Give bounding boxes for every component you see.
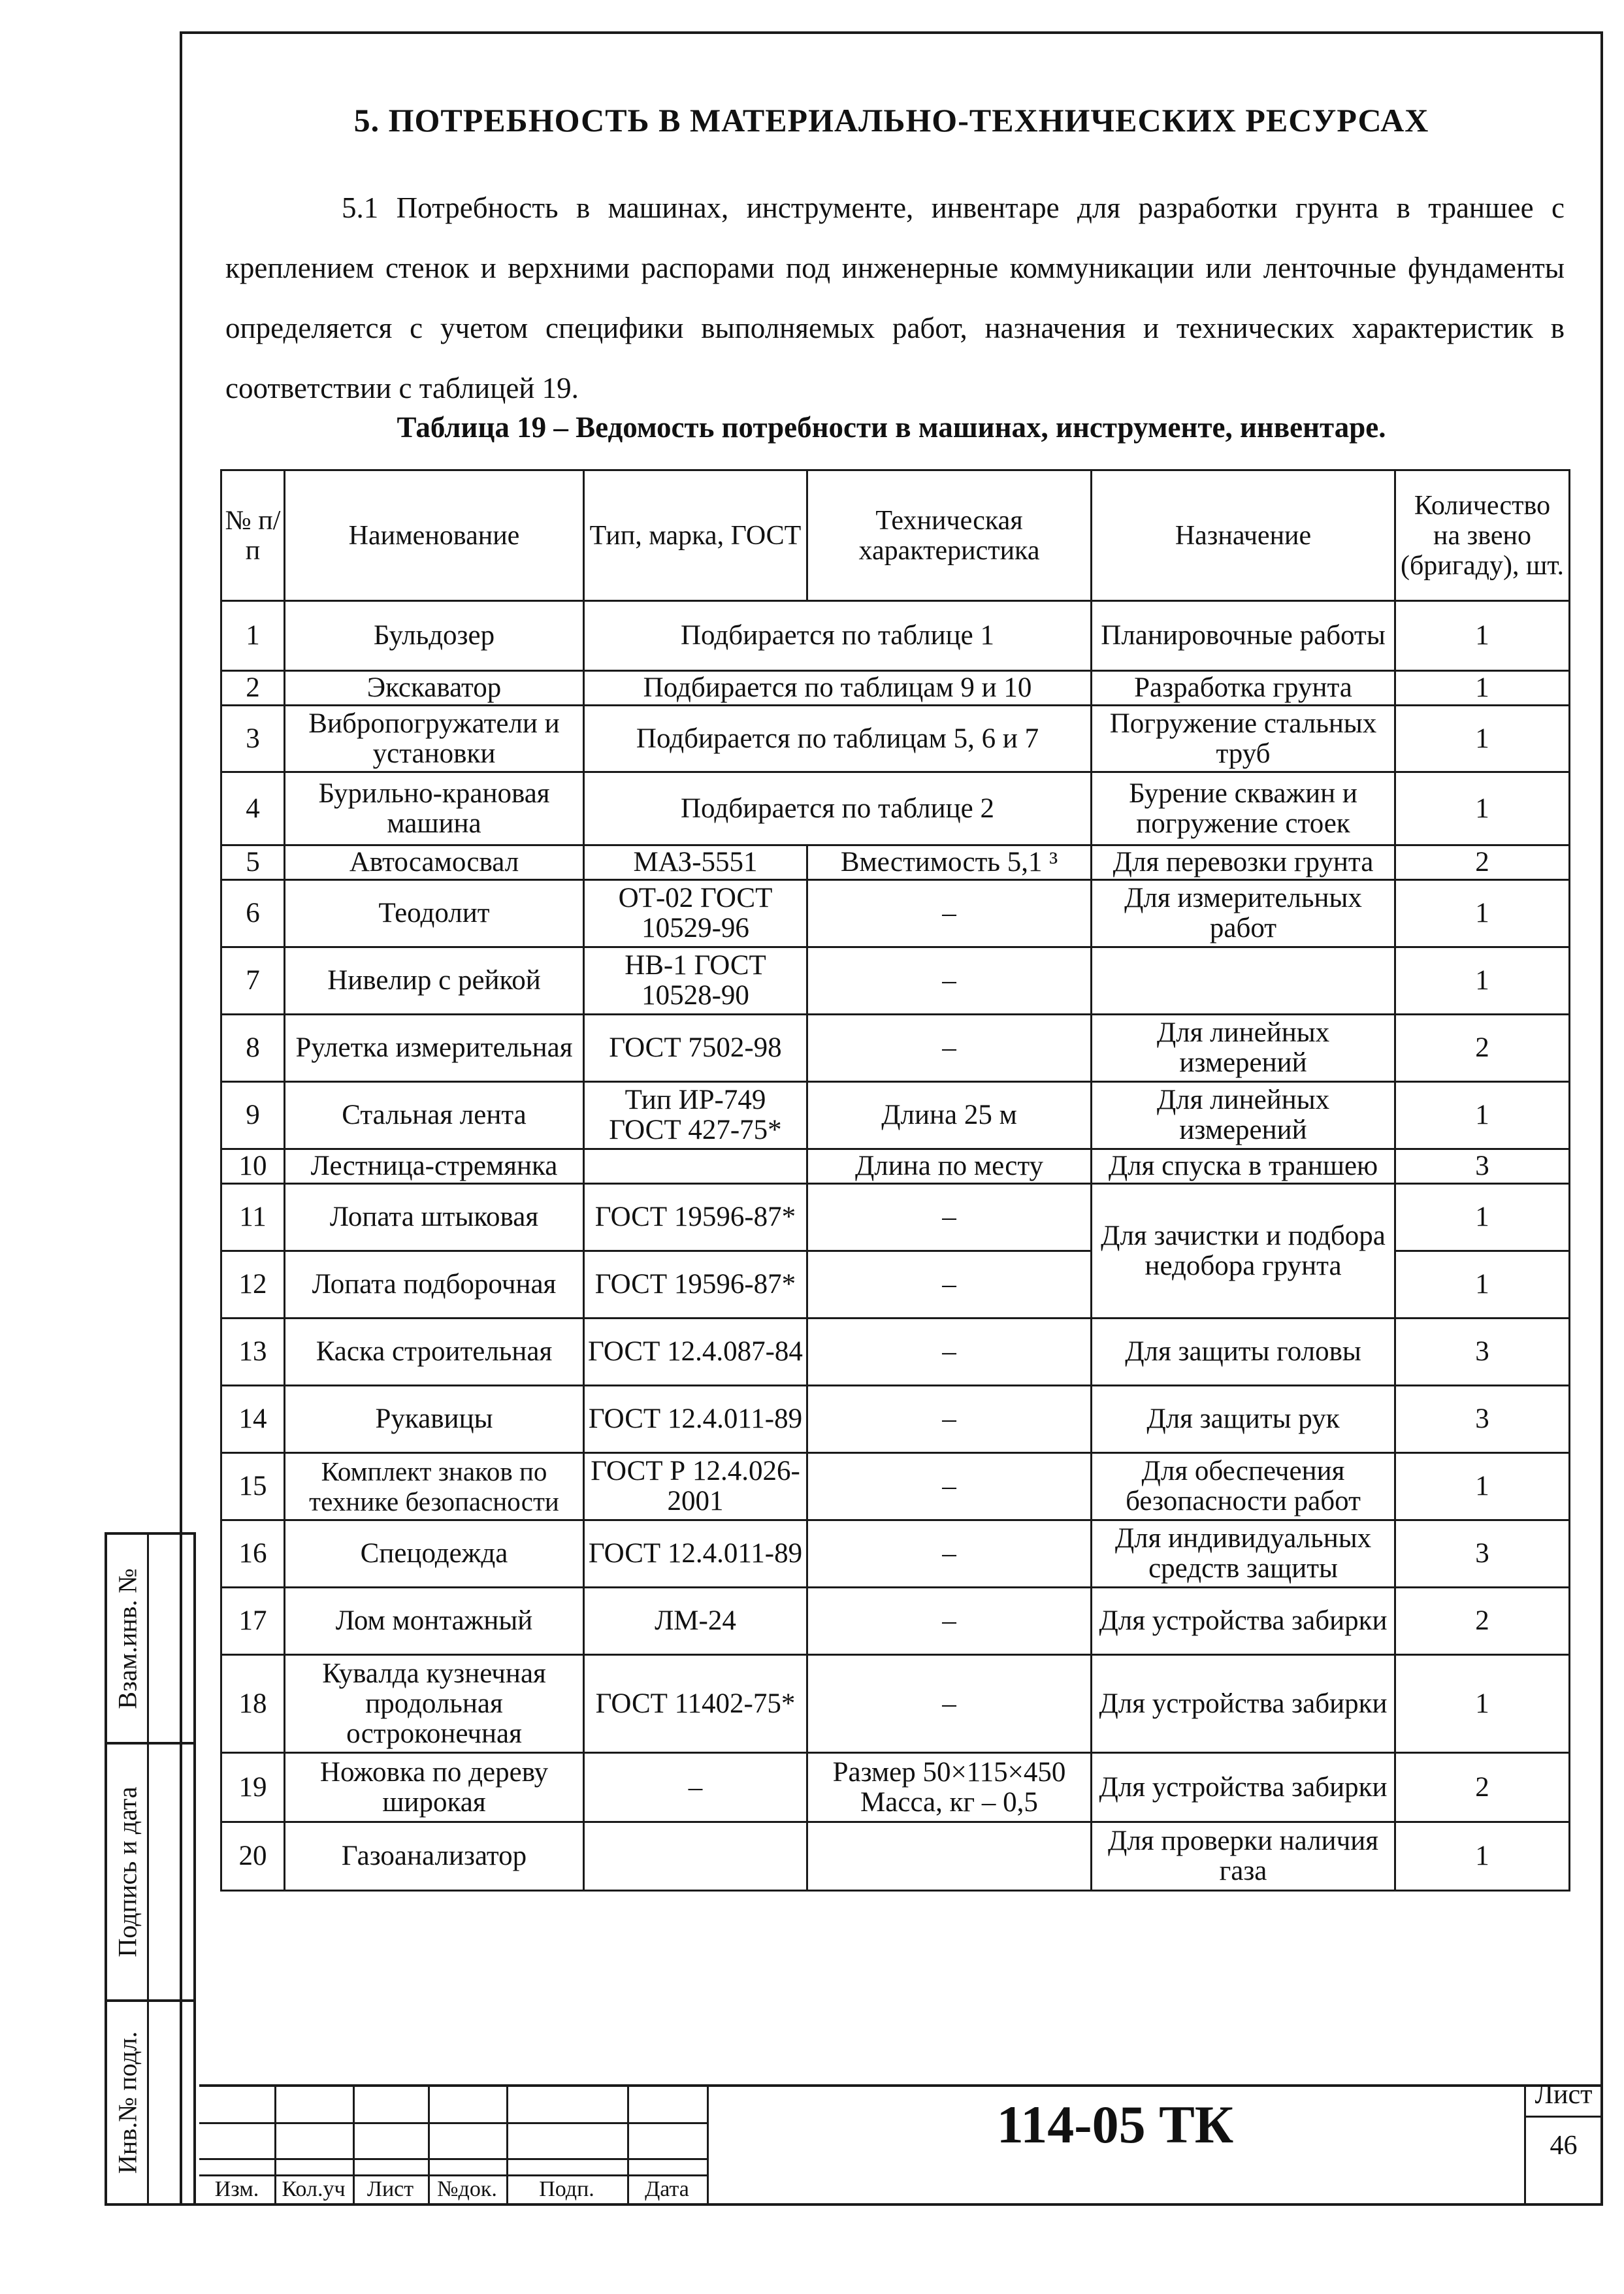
header-purpose: Назначение [1092,470,1395,601]
table-cell-merged: Подбирается по таблице 2 [584,772,1092,845]
table-cell-qty: 3 [1395,1386,1570,1453]
table-cell-name: Лопата подборочная [285,1251,584,1319]
table-cell-tech: Длина 25 м [807,1082,1092,1149]
table-cell-name: Лопата штыковая [285,1184,584,1251]
table-cell-type: ОТ-02 ГОСТ 10529-96 [584,880,807,947]
table-cell-name: Автосамосвал [285,845,584,880]
table-cell-name: Стальная лента [285,1082,584,1149]
table-cell-num: 4 [221,772,285,845]
table-cell-num: 7 [221,947,285,1015]
table-cell-purpose: Для защиты головы [1092,1319,1395,1386]
table-cell-type: ГОСТ 12.4.011-89 [584,1520,807,1588]
table-cell-purpose: Для индивидуальных средств защиты [1092,1520,1395,1588]
table-cell-name: Лестница-стремянка [285,1149,584,1184]
side-stamp-podpis [105,1742,196,2002]
table-cell-tech: – [807,1015,1092,1082]
table-cell-num: 20 [221,1822,285,1891]
table-cell-name: Вибропогружатели и установки [285,706,584,772]
table-cell-tech: – [807,1453,1092,1520]
table-row [221,1082,1570,1149]
table-cell-name: Бульдозер [285,601,584,671]
table-cell-name: Нивелир с рейкой [285,947,584,1015]
table-cell-num: 5 [221,845,285,880]
side-label-inv: Инв.№ подл. [112,2031,142,2174]
table-cell-purpose: Бурение скважин и погружение стоек [1092,772,1395,845]
table-row [221,772,1570,845]
table-row [221,1184,1570,1251]
table-cell-purpose: Разработка грунта [1092,671,1395,706]
table-cell-merged: Подбирается по таблицам 5, 6 и 7 [584,706,1092,772]
stamp-col-kol: Кол.уч [282,2177,346,2201]
table-cell-tech: – [807,1319,1092,1386]
table-cell-name: Ножовка по дереву широкая [285,1753,584,1822]
table-cell-type: ГОСТ 7502-98 [584,1015,807,1082]
table-cell-qty: 1 [1395,772,1570,845]
table-cell-num: 2 [221,671,285,706]
table-cell-num: 17 [221,1588,285,1655]
table-cell-tech: – [807,1184,1092,1251]
table-cell-num: 9 [221,1082,285,1149]
table-cell-name: Каска строительная [285,1319,584,1386]
table-cell-purpose: Для проверки наличия газа [1092,1822,1395,1891]
table-cell-num: 6 [221,880,285,947]
table-cell-num: 8 [221,1015,285,1082]
table-row [221,671,1570,706]
table-cell-purpose: Для спуска в траншею [1092,1149,1395,1184]
table-cell-purpose: Для линейных измерений [1092,1082,1395,1149]
side-label-podpis: Подпись и дата [112,1786,142,1958]
table-cell-num: 3 [221,706,285,772]
table-cell-purpose: Для обеспечения безопасности работ [1092,1453,1395,1520]
table-cell-purpose: Погружение стальных труб [1092,706,1395,772]
table-cell-qty: 3 [1395,1520,1570,1588]
table-cell-qty: 3 [1395,1319,1570,1386]
table-row [221,1149,1570,1184]
table-cell-qty: 2 [1395,1015,1570,1082]
header-tech: Техническая характеристика [807,470,1092,601]
table-cell-tech: – [807,1588,1092,1655]
sheet-label: Лист [1535,2080,1593,2110]
table-cell-name: Кувалда кузнечная продольная остроконечная [285,1655,584,1753]
table-cell-tech: – [807,1655,1092,1753]
table-cell-num: 1 [221,601,285,671]
table-cell-tech: Длина по месту [807,1149,1092,1184]
table-cell-merged: Подбирается по таблице 1 [584,601,1092,671]
table-cell-purpose: Для измерительных работ [1092,880,1395,947]
stamp-col-data: Дата [645,2177,689,2201]
stamp-rule [1524,2116,1603,2118]
table-cell-num: 12 [221,1251,285,1319]
table-cell-tech: – [807,1251,1092,1319]
table-cell-name: Рулетка измерительная [285,1015,584,1082]
table-cell-qty: 1 [1395,706,1570,772]
table-cell-name: Газоанализатор [285,1822,584,1891]
table-cell-purpose [1092,947,1395,1015]
table-cell-type [584,1822,807,1891]
table-cell-name: Спецодежда [285,1520,584,1588]
table-cell-num: 13 [221,1319,285,1386]
table-cell-qty: 2 [1395,1753,1570,1822]
side-stamp-vzam [105,1532,196,1745]
table-cell-qty: 1 [1395,1655,1570,1753]
table-row [221,1822,1570,1891]
table-caption: Таблица 19 – Ведомость потребности в машинах, инструменте, инвентаре. [397,411,1386,444]
table-cell-purpose: Для защиты рук [1092,1386,1395,1453]
table-cell-num: 14 [221,1386,285,1453]
table-row [221,706,1570,772]
table-cell-tech: Размер 50×115×450 Масса, кг – 0,5 [807,1753,1092,1822]
table-cell-type: ЛМ-24 [584,1588,807,1655]
document-code: 114-05 ТК [996,2095,1234,2154]
table-cell-num: 15 [221,1453,285,1520]
table-cell-qty: 1 [1395,947,1570,1015]
table-cell-tech: Вместимость 5,1 ³ [807,845,1092,880]
table-cell-type: ГОСТ 11402-75* [584,1655,807,1753]
table-cell-tech: – [807,1520,1092,1588]
table-row [221,1520,1570,1588]
table-cell-num: 10 [221,1149,285,1184]
table-cell-tech: – [807,947,1092,1015]
header-qty: Количество на звено (бригаду), шт. [1395,470,1570,601]
table-row [221,1453,1570,1520]
stamp-col-list: Лист [366,2177,414,2201]
table-cell-qty: 1 [1395,1184,1570,1251]
table-cell-num: 11 [221,1184,285,1251]
table-row [221,601,1570,671]
stamp-col-podp: Подп. [539,2177,594,2201]
table-cell-type: ГОСТ 12.4.087-84 [584,1319,807,1386]
table-row [221,1588,1570,1655]
table-cell-qty: 3 [1395,1149,1570,1184]
table-cell-purpose: Для устройства забирки [1092,1588,1395,1655]
table-row [221,880,1570,947]
table-cell-name: Комплект знаков по технике безопасности [285,1453,584,1520]
table-cell-qty: 2 [1395,845,1570,880]
stamp-col-ndok: №док. [437,2177,497,2201]
table-cell-purpose: Планировочные работы [1092,601,1395,671]
table-row [221,845,1570,880]
table-cell-type: ГОСТ 19596-87* [584,1184,807,1251]
side-label-vzam: Взам.инв. № [112,1567,142,1709]
header-type: Тип, марка, ГОСТ [584,470,807,601]
table-cell-qty: 1 [1395,1082,1570,1149]
table-cell-name: Бурильно-крановая машина [285,772,584,845]
table-cell-purpose: Для линейных измерений [1092,1015,1395,1082]
table-cell-purpose: Для устройства забирки [1092,1655,1395,1753]
table-cell-type: МАЗ-5551 [584,845,807,880]
table-cell-type: НВ-1 ГОСТ 10528-90 [584,947,807,1015]
table-cell-qty: 1 [1395,880,1570,947]
table-row [221,947,1570,1015]
table-cell-type: Тип ИР-749 ГОСТ 427-75* [584,1082,807,1149]
table-row [221,1655,1570,1753]
table-cell-tech: – [807,1386,1092,1453]
table-cell-qty: 1 [1395,1251,1570,1319]
header-num: № п/п [221,470,285,601]
table-cell-qty: 1 [1395,671,1570,706]
table-cell-purpose: Для устройства забирки [1092,1753,1395,1822]
table-cell-type: – [584,1753,807,1822]
table-cell-qty: 1 [1395,1453,1570,1520]
intro-paragraph: 5.1 Потребность в машинах, инструменте, инвентаре для разработки грунта в траншее с креплением стенок и верхними распорами под инженерные коммуникации или ленточные фундаменты определяется с учетом специфики выполняемых работ, назначения и технических характеристик в соответствии с таблицей 19. [225,191,1565,404]
table-cell-name: Экскаватор [285,671,584,706]
table-cell-purpose: Для зачистки и подбора недобора грунта [1092,1184,1395,1319]
table-cell-num: 19 [221,1753,285,1822]
table-cell-type: ГОСТ 19596-87* [584,1251,807,1319]
table-row [221,1015,1570,1082]
table-cell-merged: Подбирается по таблицам 9 и 10 [584,671,1092,706]
table-cell-tech [807,1822,1092,1891]
table-cell-qty: 2 [1395,1588,1570,1655]
sheet-number: 46 [1550,2131,1578,2161]
table-cell-qty: 1 [1395,601,1570,671]
table-cell-num: 18 [221,1655,285,1753]
table-row [221,1319,1570,1386]
table-header-row [221,470,1570,601]
header-name: Наименование [285,470,584,601]
table-cell-name: Рукавицы [285,1386,584,1453]
resource-table [220,469,1570,1892]
table-cell-qty: 1 [1395,1822,1570,1891]
table-cell-name: Лом монтажный [285,1588,584,1655]
table-cell-type: ГОСТ Р 12.4.026-2001 [584,1453,807,1520]
table-row [221,1753,1570,1822]
table-cell-name: Теодолит [285,880,584,947]
section-heading: 5. ПОТРЕБНОСТЬ В МАТЕРИАЛЬНО-ТЕХНИЧЕСКИХ РЕСУРСАХ [353,102,1429,139]
table-cell-tech: – [807,880,1092,947]
table-cell-type [584,1149,807,1184]
stamp-col-izm: Изм. [214,2177,259,2201]
table-row [221,1386,1570,1453]
table-cell-type: ГОСТ 12.4.011-89 [584,1386,807,1453]
table-cell-purpose: Для перевозки грунта [1092,845,1395,880]
table-cell-num: 16 [221,1520,285,1588]
side-stamp-inv [105,1999,196,2206]
